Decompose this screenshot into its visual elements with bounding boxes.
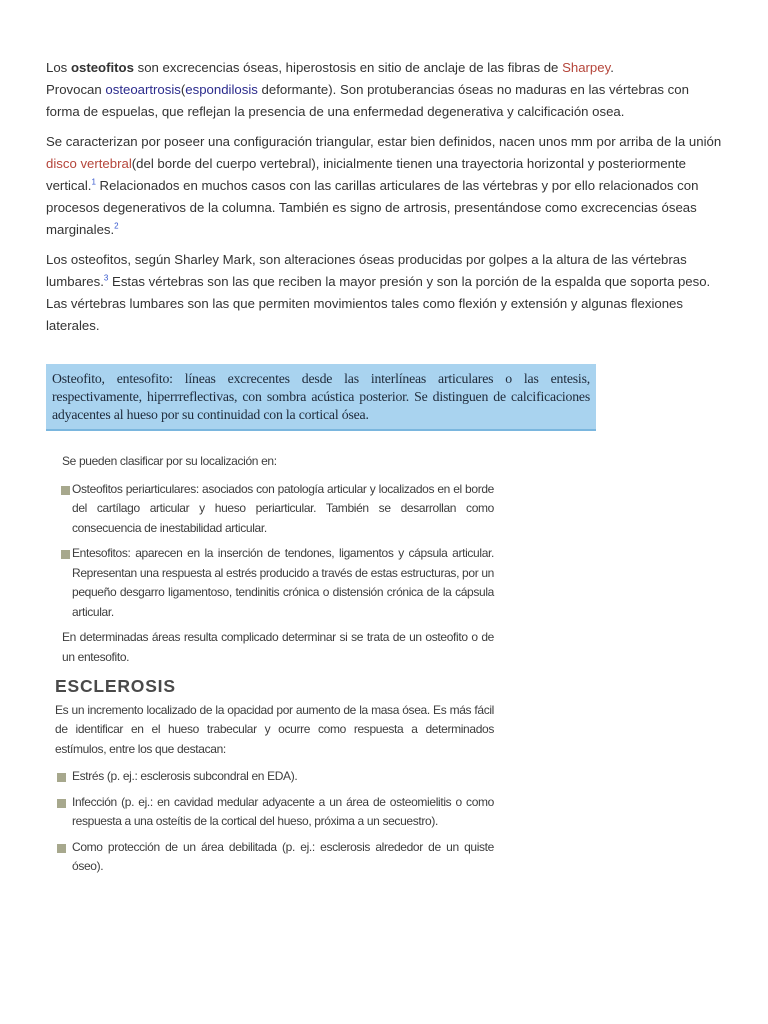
link-sharpey[interactable]: Sharpey bbox=[562, 60, 611, 75]
section-heading: ESCLEROSIS bbox=[55, 676, 176, 696]
article-body bbox=[46, 57, 726, 345]
text: ( bbox=[180, 82, 186, 97]
callout-text: Osteofito, entesofito: líneas excrecentes desde las interlíneas articulares o las entesis, respectivamente, hiperrreflectivas, con sombra acústica posterior. Se distinguen de calcificaciones adyacentes al hueso por su continuidad con la cortical ósea. bbox=[52, 371, 590, 422]
list-item-text: Estrés (p. ej.: esclerosis subcondral en EDA). bbox=[72, 769, 298, 783]
bold-term: osteofitos bbox=[70, 60, 134, 75]
callout-scan-image bbox=[46, 364, 596, 431]
list-item bbox=[46, 480, 494, 539]
reference-1[interactable]: 1 bbox=[91, 177, 96, 187]
square-bullet-icon bbox=[57, 799, 66, 808]
list-item-text: Infección (p. ej.: en cavidad medular adyacente a un área de osteomielitis o como respuesta a una osteítis de la cortical del hueso, próxima a un secuestro). bbox=[72, 794, 494, 828]
square-bullet-icon bbox=[57, 773, 66, 782]
square-bullet-icon bbox=[61, 486, 70, 495]
reference-3[interactable]: 3 bbox=[103, 273, 109, 283]
text: son excrecencias óseas, hiperostosis en sitio de anclaje de las fibras de bbox=[133, 60, 563, 75]
scanned-page-image bbox=[46, 452, 494, 883]
text: (del borde del cuerpo vertebral), inicialmente tienen una trayectoria horizontal y posteriormente vertical. bbox=[46, 156, 686, 193]
stimuli-list bbox=[46, 767, 494, 877]
link-disco-vertebral[interactable]: disco vertebral bbox=[46, 156, 132, 171]
text: Los bbox=[46, 60, 71, 75]
reference-2[interactable]: 2 bbox=[114, 221, 119, 231]
square-bullet-icon bbox=[61, 550, 70, 559]
text: Relacionados en muchos casos con las carillas articulares de las vértebras y por ello relacionados con procesos degenerativos de la columna. También es signo de artrosis, presentándose como excrecencias óseas marginales. bbox=[46, 178, 699, 237]
list-item bbox=[46, 544, 494, 622]
text: Se caracterizan por poseer una configuración triangular, estar bien definidos, nacen unos mm por arriba de la unión bbox=[46, 134, 722, 149]
link-espondilosis[interactable]: espondilosis bbox=[185, 82, 258, 97]
text: deformante). Son protuberancias óseas no maduras en las vértebras con forma de espuelas, que reflejan la presencia de una enfermedad degenerativa y calcificación osea. bbox=[46, 82, 689, 119]
text: Provocan bbox=[46, 82, 106, 97]
paragraph-3 bbox=[46, 249, 726, 337]
link-osteoartrosis[interactable]: osteoartrosis bbox=[105, 82, 181, 97]
list-item-text: Entesofitos: aparecen en la inserción de tendones, ligamentos y cápsula articular. Representan una respuesta al estrés producido a través de estas estructuras, por un pequeño desgarro ligamentoso, tendinitis crónica o distensión crónica de la cápsula articular. bbox=[72, 546, 494, 619]
classification-list bbox=[46, 480, 494, 623]
list-item-text: Como protección de un área debilitada (p. ej.: esclerosis alrededor de un quiste óseo). bbox=[72, 839, 494, 873]
paragraph-2 bbox=[46, 131, 726, 241]
list-item bbox=[46, 793, 494, 832]
list-item bbox=[46, 838, 494, 877]
paragraph-1 bbox=[46, 57, 726, 123]
section-description: Es un incremento localizado de la opacidad por aumento de la masa ósea. Es más fácil de identificar en el hueso trabecular y ocurre como respuesta a determinados estímulos, entre los que destacan: bbox=[55, 702, 494, 756]
text: . bbox=[610, 60, 614, 75]
list-item bbox=[46, 767, 494, 787]
classification-intro: Se pueden clasificar por su localización en: bbox=[62, 454, 277, 468]
text: Los osteofitos, según Sharley Mark, son alteraciones óseas producidas por golpes a la altura de las vértebras lumbares. bbox=[46, 252, 687, 289]
classification-note: En determinadas áreas resulta complicado determinar si se trata de un osteofito o de un entesofito. bbox=[62, 630, 494, 664]
list-item-text: Osteofitos periarticulares: asociados con patología articular y localizados en el borde del cartílago articular y hueso periarticular. También se desarrollan como consecuencia de inestabilidad articular. bbox=[72, 481, 494, 535]
text: Estas vértebras son las que reciben la mayor presión y son la porción de la espalda que soporta peso. Las vértebras lumbares son las que permiten movimientos tales como flexión y extensión y algunas flexiones laterales. bbox=[46, 274, 711, 333]
square-bullet-icon bbox=[57, 844, 66, 853]
